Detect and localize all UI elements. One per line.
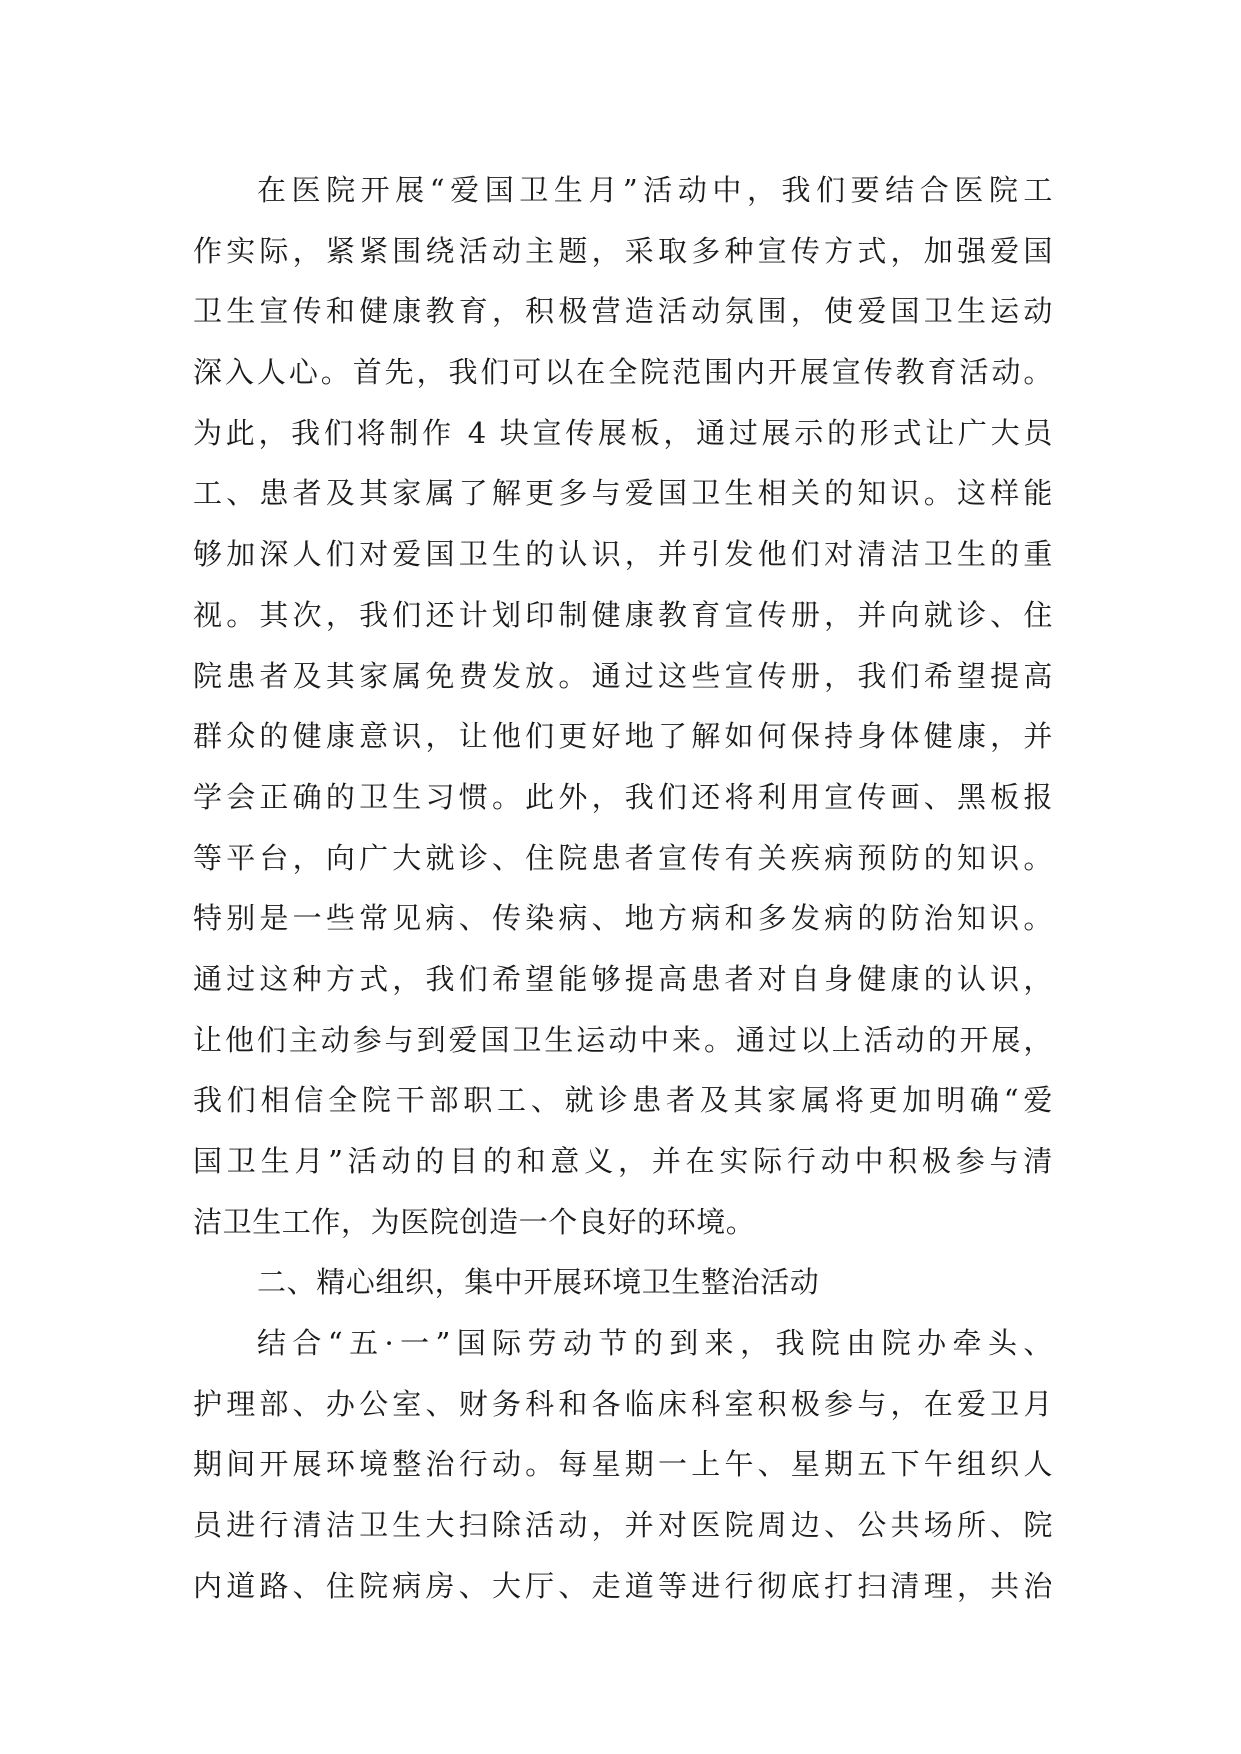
paragraph-2-line-5: 内道路、住院病房、大厅、走道等进行彻底打扫清理，共治 [193,1568,1053,1603]
paragraph-1-line-18: 洁卫生工作，为医院创造一个良好的环境。 [193,1204,756,1239]
paragraph-1-line-11: 学会正确的卫生习惯。此外，我们还将利用宣传画、黑板报 [193,779,1053,814]
section-heading: 二、精心组织，集中开展环境卫生整治活动 [257,1265,820,1300]
paragraph-2-line-2: 护理部、办公室、财务科和各临床科室积极参与，在爱卫月 [193,1386,1053,1421]
paragraph-2-line-1: 结合“五·一”国际劳动节的到来，我院由院办牵头、 [257,1326,1053,1361]
paragraph-1-line-17: 国卫生月”活动的目的和意义，并在实际行动中积极参与清 [193,1144,1053,1178]
paragraph-1-line-4: 深入人心。首先，我们可以在全院范围内开展宣传教育活动。 [193,355,1053,390]
paragraph-1-line-12: 等平台，向广大就诊、住院患者宣传有关疾病预防的知识。 [193,840,1053,875]
paragraph-1-line-10: 群众的健康意识，让他们更好地了解如何保持身体健康，并 [193,719,1053,754]
paragraph-1-line-3: 卫生宣传和健康教育，积极营造活动氛围，使爱国卫生运动 [193,294,1053,329]
paragraph-2-line-3: 期间开展环境整治行动。每星期一上午、星期五下午组织人 [193,1447,1053,1482]
paragraph-1-line-9: 院患者及其家属免费发放。通过这些宣传册，我们希望提高 [193,658,1053,693]
paragraph-1-line-2: 作实际，紧紧围绕活动主题，采取多种宣传方式，加强爱国 [193,233,1053,268]
paragraph-1-line-7: 够加深人们对爱国卫生的认识，并引发他们对清洁卫生的重 [193,537,1053,572]
paragraph-2-line-4: 员进行清洁卫生大扫除活动，并对医院周边、公共场所、院 [193,1508,1053,1543]
paragraph-1-line-1: 在医院开展“爱国卫生月”活动中，我们要结合医院工 [257,173,1053,207]
paragraph-1-line-13: 特别是一些常见病、传染病、地方病和多发病的防治知识。 [193,901,1053,936]
paragraph-1-line-8: 视。其次，我们还计划印制健康教育宣传册，并向就诊、住 [193,597,1053,632]
paragraph-1-line-14: 通过这种方式，我们希望能够提高患者对自身健康的认识， [193,961,1053,996]
paragraph-1-line-16: 我们相信全院干部职工、就诊患者及其家属将更加明确“爱 [193,1083,1053,1118]
paragraph-1-line-15: 让他们主动参与到爱国卫生运动中来。通过以上活动的开展， [193,1022,1053,1057]
paragraph-1-line-6: 工、患者及其家属了解更多与爱国卫生相关的知识。这样能 [193,476,1053,511]
paragraph-1-line-5: 为此，我们将制作 4 块宣传展板，通过展示的形式让广大员 [193,415,1053,450]
document-body [193,160,1053,1617]
